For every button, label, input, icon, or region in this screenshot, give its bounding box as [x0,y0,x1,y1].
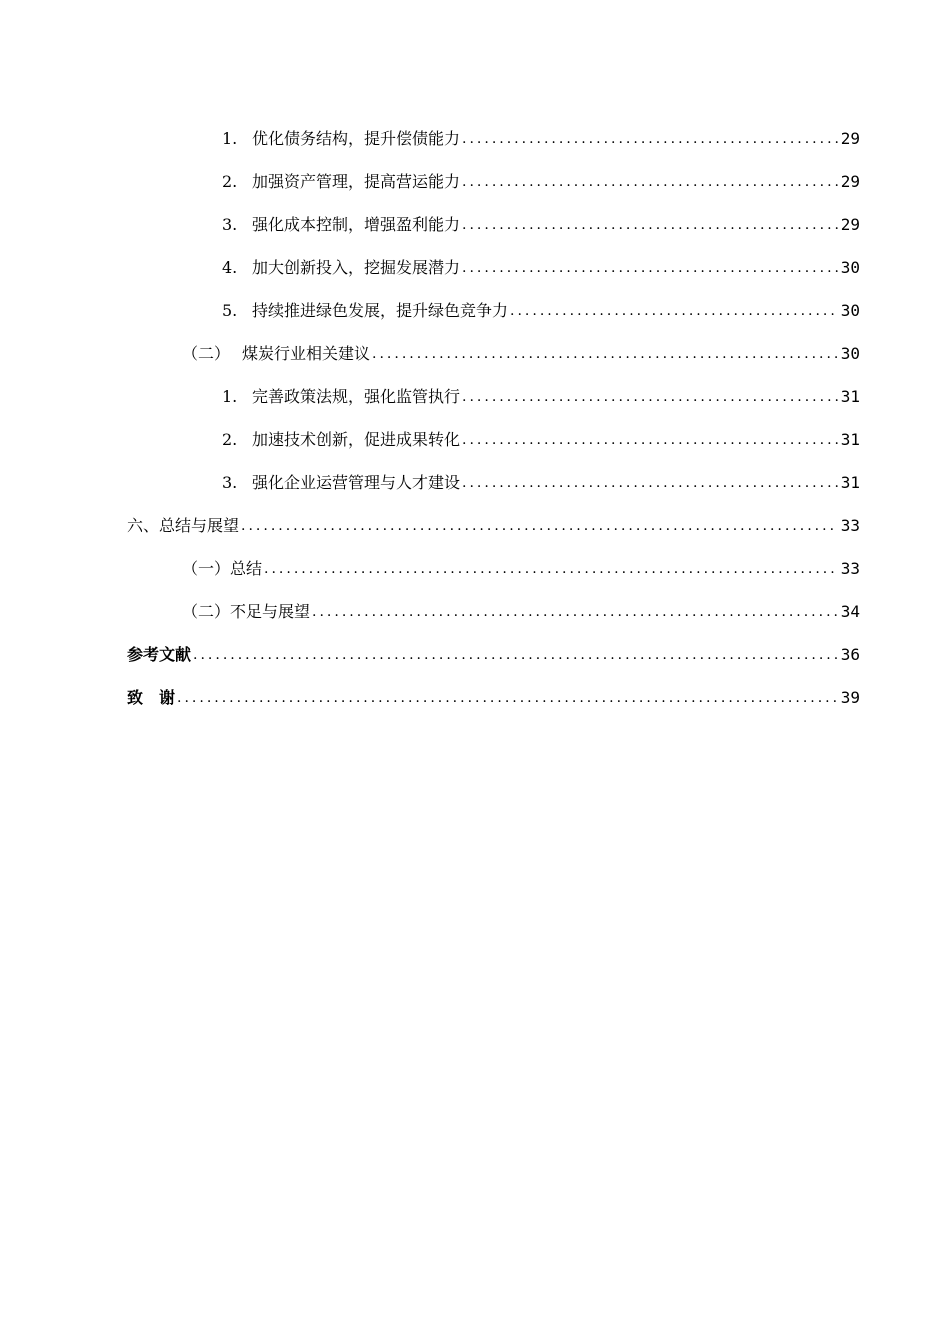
toc-entry-number: 3. [222,214,238,234]
toc-entry-page: 33 [840,558,860,578]
toc-entry[interactable] [127,633,860,676]
toc-entry-number: 1. [222,128,238,148]
toc-entry[interactable] [127,676,860,719]
toc-entry-number: 4. [222,257,238,277]
toc-entry-page: 30 [840,343,860,363]
toc-dot-leader [510,300,838,322]
toc-entry-number: 1. [222,386,238,406]
toc-entry-title: 加大创新投入，挖掘发展潜力 [252,257,461,277]
toc-dot-leader [462,171,838,193]
toc-entry[interactable] [222,289,860,332]
toc-entry-title: 煤炭行业相关建议 [242,343,371,363]
toc-entry-number: 2. [222,171,238,191]
toc-dot-leader [177,687,838,709]
toc-entry[interactable] [222,418,860,461]
toc-dot-leader [462,472,838,494]
toc-dot-leader [462,128,838,150]
toc-entry-title: 加速技术创新，促进成果转化 [252,429,461,449]
toc-entry-title: 强化成本控制，增强盈利能力 [252,214,461,234]
toc-entry[interactable] [222,160,860,203]
toc-entry-title: 完善政策法规，强化监管执行 [252,386,461,406]
toc-entry-title: 六、总结与展望 [127,515,240,535]
toc-entry-title: 优化债务结构，提升偿债能力 [252,128,461,148]
toc-entry-number: 3. [222,472,238,492]
toc-dot-leader [241,515,838,537]
toc-entry-page: 36 [840,644,860,664]
toc-dot-leader [462,429,838,451]
toc-entry-number: 2. [222,429,238,449]
toc-entry[interactable] [222,461,860,504]
toc-entry-page: 29 [840,214,860,234]
toc-dot-leader [312,601,838,623]
toc-entry-page: 31 [840,472,860,492]
toc-entry-title: 持续推进绿色发展，提升绿色竞争力 [252,300,509,320]
toc-dot-leader [264,558,838,580]
toc-entry-page: 39 [840,687,860,707]
toc-dot-leader [462,214,838,236]
toc-dot-leader [193,644,838,666]
toc-entry-page: 30 [840,300,860,320]
toc-dot-leader [372,343,838,365]
toc-entry[interactable] [222,117,860,160]
toc-entry-title: 致 谢 [127,687,176,707]
toc-entry[interactable] [222,246,860,289]
toc-entry[interactable] [182,590,860,633]
toc-entry-number: 5. [222,300,238,320]
toc-entry-title: （二）不足与展望 [182,601,311,621]
toc-entry-page: 31 [840,429,860,449]
toc-entry-number: （二） [182,343,231,363]
toc-entry[interactable] [182,547,860,590]
toc-entry[interactable] [127,504,860,547]
toc-entry-page: 30 [840,257,860,277]
toc-entry[interactable] [222,375,860,418]
toc-entry-title: 参考文献 [127,644,192,664]
toc-dot-leader [462,257,838,279]
toc-entry-title: 强化企业运营管理与人才建设 [252,472,461,492]
toc-entry-title: 加强资产管理，提高营运能力 [252,171,461,191]
toc-entry-page: 31 [840,386,860,406]
toc-dot-leader [462,386,838,408]
toc-entry-page: 29 [840,128,860,148]
toc-entry-page: 29 [840,171,860,191]
toc-entry-title: （一）总结 [182,558,263,578]
toc-entry[interactable] [222,203,860,246]
toc-entry[interactable] [182,332,860,375]
toc-entry-page: 34 [840,601,860,621]
toc-entry-page: 33 [840,515,860,535]
